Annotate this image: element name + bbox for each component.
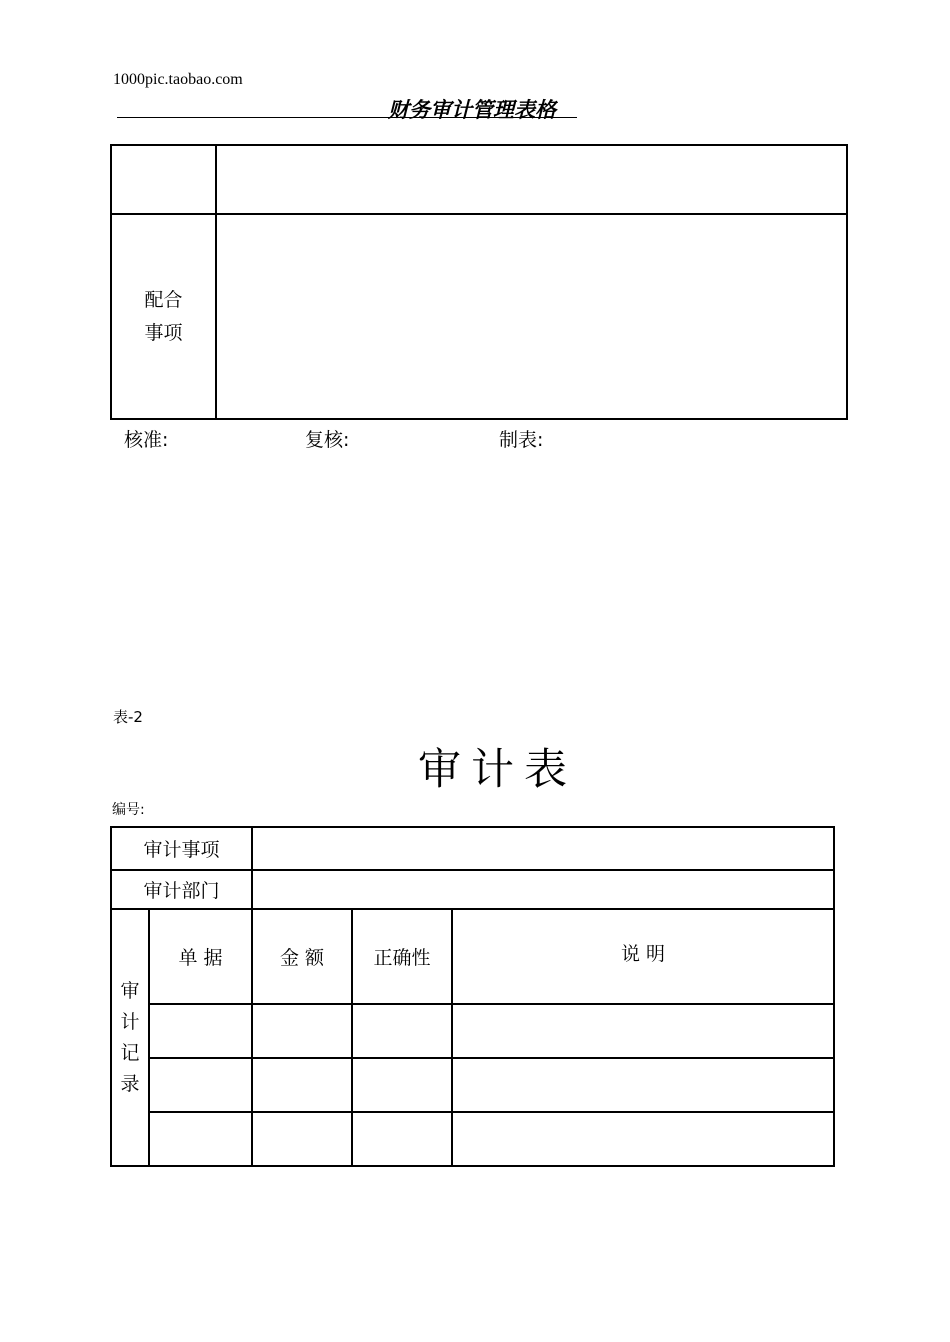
table-1-cell-content-top[interactable]	[216, 145, 847, 214]
approve-label: 核准:	[124, 429, 169, 451]
cooperation-content[interactable]	[216, 214, 847, 419]
audit-item-label: 审计事项	[111, 827, 252, 870]
table-1-cell-label-top	[111, 145, 216, 214]
table-1-row-cooperation	[111, 214, 847, 419]
column-header-notes: 说 明	[452, 909, 834, 1004]
form-number: 表-2	[113, 708, 143, 726]
review-label: 复核:	[305, 429, 350, 451]
table-1	[110, 144, 848, 420]
audit-dept-value[interactable]	[252, 870, 834, 909]
audit-record-label	[111, 909, 149, 1166]
document-cell[interactable]	[149, 1112, 252, 1166]
header-title: 财务审计管理表格	[388, 98, 556, 122]
table-row	[111, 1004, 834, 1058]
audit-dept-label: 审计部门	[111, 870, 252, 909]
header-site-url: 1000pic.taobao.com	[113, 71, 243, 88]
amount-cell[interactable]	[252, 1058, 352, 1112]
audit-record-header-row	[111, 909, 834, 1004]
notes-cell[interactable]	[452, 1004, 834, 1058]
audit-dept-row	[111, 870, 834, 909]
cooperation-label-line-1: 配合	[144, 288, 183, 311]
amount-cell[interactable]	[252, 1112, 352, 1166]
code-label: 编号:	[112, 802, 145, 818]
prepare-label: 制表:	[499, 429, 544, 451]
cooperation-label	[111, 214, 216, 419]
audit-table	[110, 826, 835, 1167]
audit-item-value[interactable]	[252, 827, 834, 870]
notes-cell[interactable]	[452, 1112, 834, 1166]
audit-record-char: 录	[120, 1072, 140, 1095]
correctness-cell[interactable]	[352, 1112, 452, 1166]
audit-table-title: 审计表	[418, 745, 577, 795]
audit-record-char: 审	[120, 979, 140, 1002]
table-row	[111, 1058, 834, 1112]
column-header-document: 单 据	[149, 909, 252, 1004]
audit-record-char: 记	[120, 1041, 140, 1064]
audit-item-row	[111, 827, 834, 870]
table-row	[111, 1112, 834, 1166]
audit-record-char: 计	[120, 1010, 140, 1033]
correctness-cell[interactable]	[352, 1058, 452, 1112]
table-1-row-top	[111, 145, 847, 214]
column-header-correctness: 正确性	[352, 909, 452, 1004]
document-cell[interactable]	[149, 1058, 252, 1112]
document-cell[interactable]	[149, 1004, 252, 1058]
notes-cell[interactable]	[452, 1058, 834, 1112]
column-header-amount: 金 额	[252, 909, 352, 1004]
cooperation-label-line-2: 事项	[144, 321, 183, 344]
amount-cell[interactable]	[252, 1004, 352, 1058]
correctness-cell[interactable]	[352, 1004, 452, 1058]
